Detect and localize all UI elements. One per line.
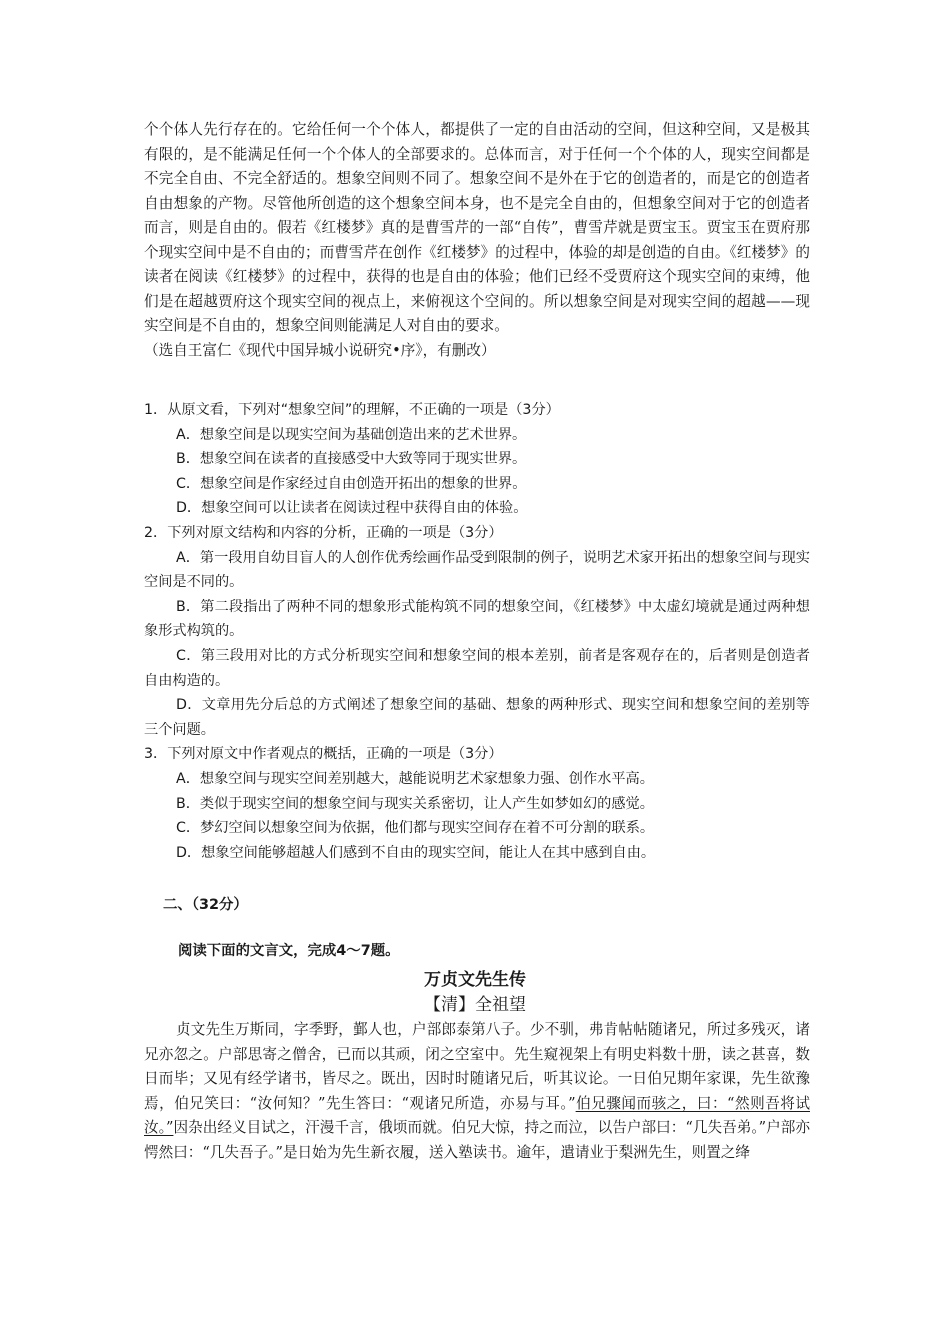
- question-3-option-b: B．类似于现实空间的想象空间与现实关系密切，让人产生如梦如幻的感觉。: [176, 795, 654, 812]
- classical-text-after: 因杂出经义目试之，汗漫千言，俄顷而就。伯兄大惊，持之而泣，以告户部曰：“几失吾弟。”户部亦愕然曰：“几失吾子。”是日始为先生新衣履，送入塾读书。逾年，遣请业于梨洲先生，则置之绛: [144, 1119, 810, 1161]
- classical-text-before: 贞文先生万斯同，字季野，鄞人也，户部郎泰第八子。少不驯，弗肯帖帖随诸兄，所过多残灭，诸兄亦忽之。户部思寄之僧舍，已而以其顽，闭之空室中。先生窥视架上有明史料数十册，读之甚喜，数日而毕；又见有经学诸书，皆尽之。既出，因时时随诸兄后，听其议论。一日伯兄期年家课，先生欲豫焉，伯兄笑曰：“汝何知？”先生答曰：“观诸兄所造，亦易与耳。”: [144, 1021, 810, 1112]
- classical-paragraph: [144, 1018, 810, 1165]
- question-3-option-c: C．梦幻空间以想象空间为依据，他们都与现实空间存在着不可分割的联系。: [176, 820, 655, 837]
- question-3-stem: 3．下列对原文中作者观点的概括，正确的一项是（3分）: [144, 746, 503, 763]
- question-2-option-b: B．第二段指出了两种不同的想象形式能构筑不同的想象空间，《红楼梦》中太虚幻境就是通过两种想象形式构筑的。: [144, 598, 810, 640]
- question-2-option-d: D．文章用先分后总的方式阐述了想象空间的基础、想象的两种形式、现实空间和想象空间的差别等三个问题。: [144, 697, 810, 738]
- classical-text-author: 【清】全祖望: [424, 995, 526, 1015]
- question-1-stem: 1．从原文看，下列对“想象空间”的理解，不正确的一项是（3分）: [144, 402, 560, 418]
- classical-text: [144, 1018, 810, 1165]
- question-1-option-c: C．想象空间是作家经过自由创造开拓出的想象的世界。: [176, 475, 527, 492]
- section-heading: 二、（32分）: [163, 897, 248, 913]
- question-2-option-c: C．第三段用对比的方式分析现实空间和想象空间的根本差别，前者是客观存在的，后者则是创造者自由构造的。: [144, 647, 810, 689]
- question-3-option-a: A．想象空间与现实空间差别越大，越能说明艺术家想象力强、创作水平高。: [176, 770, 654, 787]
- question-1-option-a: A．想象空间是以现实空间为基础创造出来的艺术世界。: [176, 426, 527, 443]
- passage-source: （选自王富仁《现代中国异城小说研究•序》，有删改）: [144, 341, 496, 359]
- reading-passage: [144, 118, 810, 363]
- section-instruction: 阅读下面的文言文，完成4～7题。: [178, 943, 400, 959]
- question-1-option-b: B．想象空间在读者的直接感受中大致等同于现实世界。: [176, 451, 527, 468]
- question-1-option-d: D．想象空间可以让读者在阅读过程中获得自由的体验。: [176, 500, 528, 517]
- underlined-sentence: 伯兄骤闻而骇之，曰：“然则吾将试汝。”: [144, 1094, 810, 1136]
- question-2-stem: 2．下列对原文结构和内容的分析，正确的一项是（3分）: [144, 524, 503, 541]
- question-2-option-a: A．第一段用自幼目盲人的人创作优秀绘画作品受到限制的例子，说明艺术家开拓出的想象空间与现实空间是不同的。: [144, 549, 810, 591]
- question-3-option-d: D．想象空间能够超越人们感到不自由的现实空间，能让人在其中感到自由。: [176, 844, 656, 861]
- passage-paragraph: 个个体人先行存在的。它给任何一个个体人，都提供了一定的自由活动的空间，但这种空间，又是极其有限的，是不能满足任何一个个体人的全部要求的。总体而言，对于任何一个个体的人，现实空间都是不完全自由、不完全舒适的。想象空间则不同了。想象空间不是外在于它的创造者的，而是它的创造者自由想象的产物。尽管他所创造的这个想象空间本身，也不是完全自由的，但想象空间对于它的创造者而言，则是自由的。假若《红楼梦》真的是曹雪芹的一部“自传”，曹雪芹就是贾宝玉。贾宝玉在贾府那个现实空间中是不自由的；而曹雪芹在创作《红楼梦》的过程中，体验的却是创造的自由。《红楼梦》的读者在阅读《红楼梦》的过程中，获得的也是自由的体验；他们已经不受贾府这个现实空间的束缚，他们是在超越贾府这个现实空间的视点上，来俯视这个空间的。所以想象空间是对现实空间的超越——现实空间是不自由的，想象空间则能满足人对自由的要求。: [144, 121, 810, 334]
- question-list: [144, 398, 810, 865]
- classical-text-title: 万贞文先生传: [424, 970, 526, 990]
